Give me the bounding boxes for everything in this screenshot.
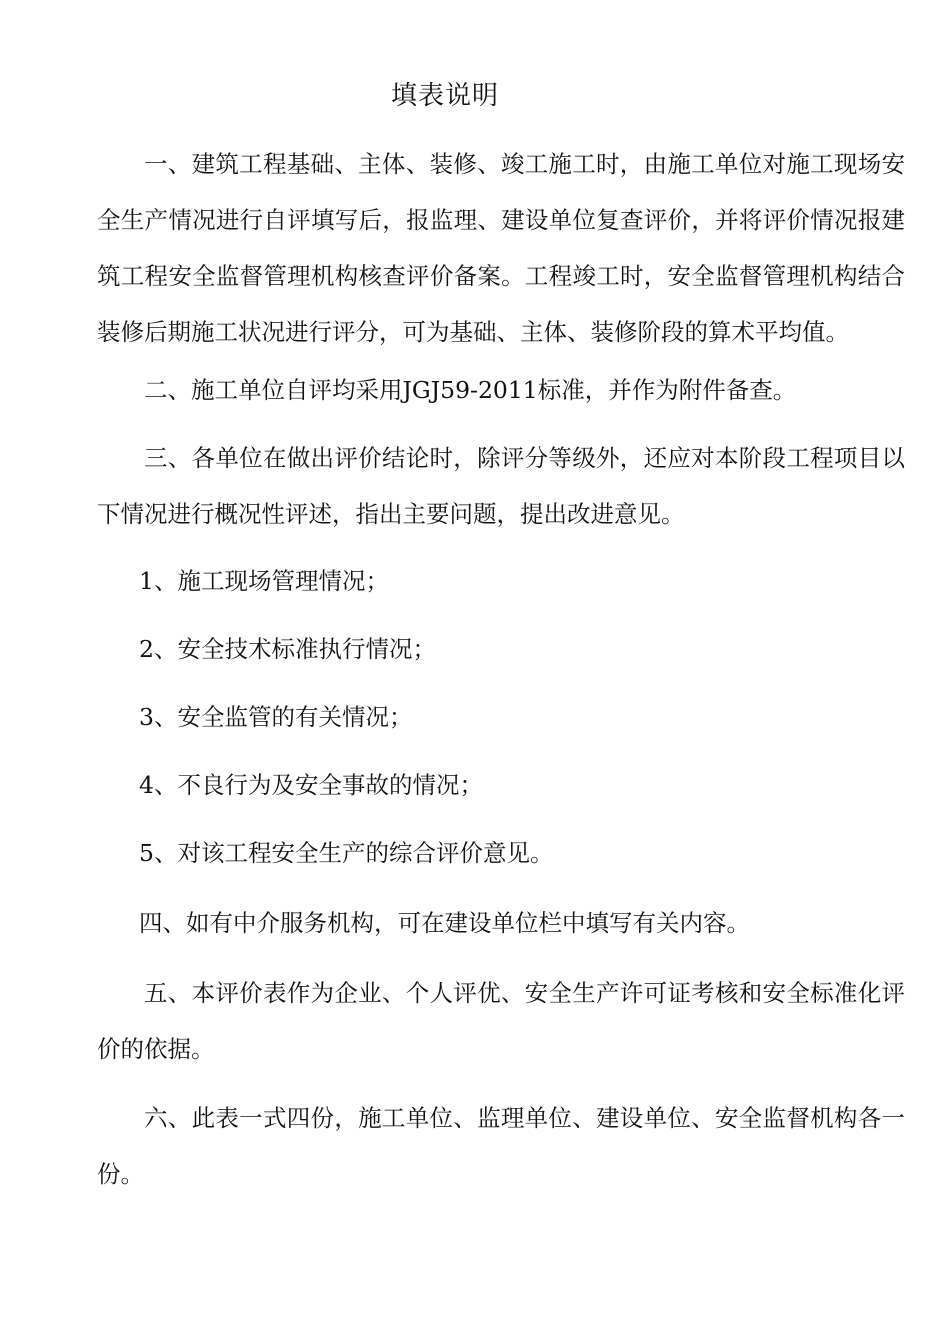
list-item-2: 2、安全技术标准执行情况； — [139, 635, 436, 663]
paragraph-3: 三、各单位在做出评价结论时，除评分等级外，还应对本阶段工程项目以下情况进行概况性评述，指出主要问题，提出改进意见。 — [97, 444, 905, 528]
paragraph-1: 一、建筑工程基础、主体、装修、竣工施工时，由施工单位对施工现场安全生产情况进行自评填写后，报监理、建设单位复查评价，并将评价情况报建筑工程安全监督管理机构核查评价备案。工程竣工时，安全监督管理机构结合装修后期施工状况进行评分，可为基础、主体、装修阶段的算术平均值。 — [97, 150, 905, 346]
paragraph-6: 六、此表一式四份，施工单位、监理单位、建设单位、安全监督机构各一份。 — [97, 1104, 905, 1188]
document-title: 填表说明 — [390, 81, 499, 111]
list-item-5: 5、对该工程安全生产的综合评价意见。 — [139, 839, 554, 867]
list-item-1: 1、施工现场管理情况； — [139, 567, 389, 595]
paragraph-2: 二、施工单位自评均采用JGJ59-2011标准，并作为附件备查。 — [144, 376, 797, 404]
list-item-3: 3、安全监管的有关情况； — [139, 703, 413, 731]
paragraph-4: 四、如有中介服务机构，可在建设单位栏中填写有关内容。 — [139, 909, 750, 937]
list-item-4: 4、不良行为及安全事故的情况； — [139, 771, 483, 799]
paragraph-5: 五、本评价表作为企业、个人评优、安全生产许可证考核和安全标准化评价的依据。 — [97, 979, 905, 1063]
